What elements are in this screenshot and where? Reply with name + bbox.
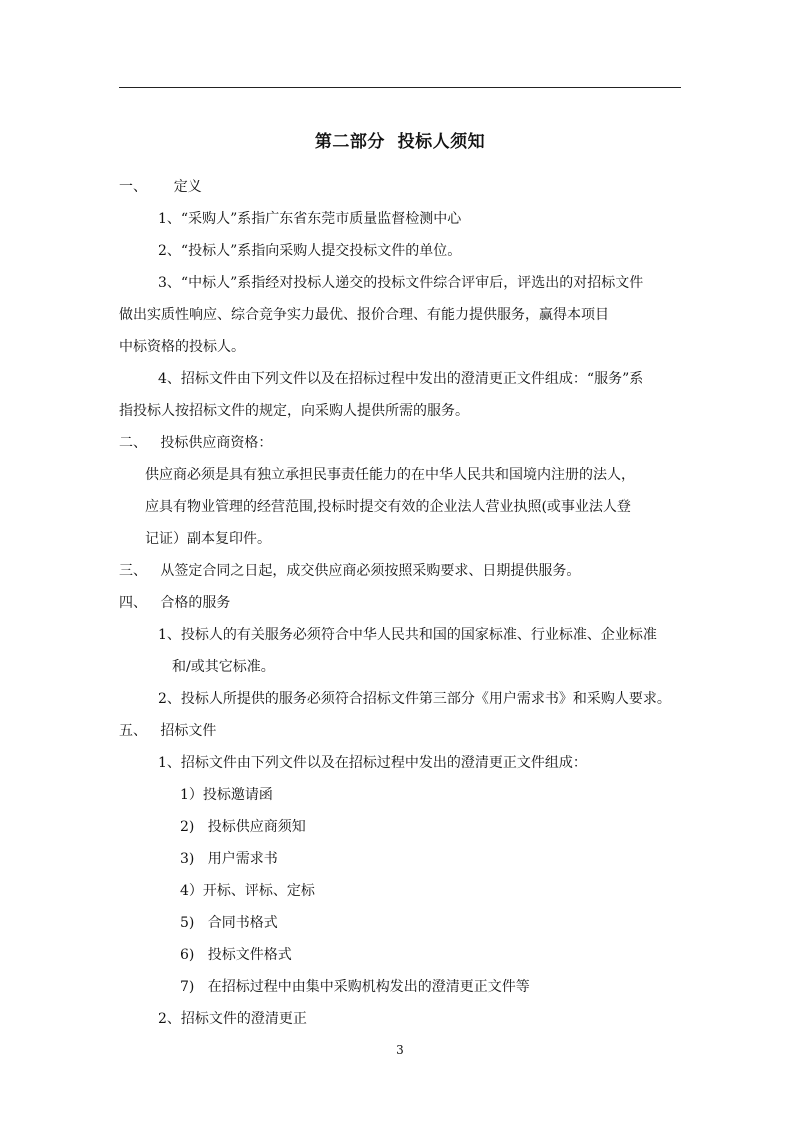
section-heading-qualification: 二、 投标供应商资格： (119, 435, 273, 451)
qualification-paragraph: 供应商必须是具有独立承担民事责任能力的在中华人民共和国境内注册的法人， (145, 467, 635, 483)
tender-documents-subitem: 7) 在招标过程中由集中采购机构发出的澄清更正文件等 (180, 979, 530, 995)
tender-documents-subitem: 1）投标邀请函 (180, 787, 273, 803)
tender-documents-item: 2、招标文件的澄清更正 (158, 1011, 307, 1027)
definition-item: 3、“中标人”系指经对投标人递交的投标文件综合评审后，评选出的对招标文件 (158, 275, 644, 291)
tender-documents-subitem: 5) 合同书格式 (180, 915, 278, 931)
services-item: 2、投标人所提供的服务必须符合招标文件第三部分《用户需求书》和采购人要求。 (158, 691, 671, 707)
qualification-paragraph: 应具有物业管理的经营范围,投标时提交有效的企业法人营业执照(或事业法人登 (145, 499, 631, 515)
services-item: 1、投标人的有关服务必须符合中华人民共和国的国家标准、行业标准、企业标准 (158, 627, 657, 643)
tender-documents-subitem: 4）开标、评标、定标 (180, 883, 315, 899)
section-heading-definitions: 一、 定义 (119, 179, 202, 195)
section-heading-contract: 三、 从签定合同之日起，成交供应商必须按照采购要求、日期提供服务。 (119, 563, 581, 579)
definition-item: 4、招标文件由下列文件以及在招标过程中发出的澄清更正文件组成：“服务”系 (158, 371, 644, 387)
tender-documents-item: 1、招标文件由下列文件以及在招标过程中发出的澄清更正文件组成： (158, 755, 587, 771)
tender-documents-subitem: 3) 用户需求书 (180, 851, 278, 867)
page-title: 第二部分 投标人须知 (314, 132, 486, 152)
qualification-paragraph: 记证）副本复印件。 (145, 531, 271, 547)
definition-item-continued: 中标资格的投标人。 (119, 339, 245, 355)
definition-item-continued: 指投标人按招标文件的规定，向采购人提供所需的服务。 (119, 403, 469, 419)
tender-documents-subitem: 6) 投标文件格式 (180, 947, 292, 963)
section-heading-tender-documents: 五、 招标文件 (119, 723, 217, 739)
tender-documents-subitem: 2) 投标供应商须知 (180, 819, 306, 835)
page-number: 3 (396, 1043, 404, 1057)
section-heading-services: 四、 合格的服务 (119, 595, 231, 611)
services-item-continued: 和/或其它标准。 (172, 659, 275, 675)
definition-item-continued: 做出实质性响应、综合竞争实力最优、报价合理、有能力提供服务，赢得本项目 (119, 307, 609, 323)
definition-item: 1、“采购人”系指广东省东莞市质量监督检测中心 (158, 211, 462, 227)
definition-item: 2、“投标人”系指向采购人提交投标文件的单位。 (158, 243, 462, 259)
header-rule (119, 87, 681, 88)
